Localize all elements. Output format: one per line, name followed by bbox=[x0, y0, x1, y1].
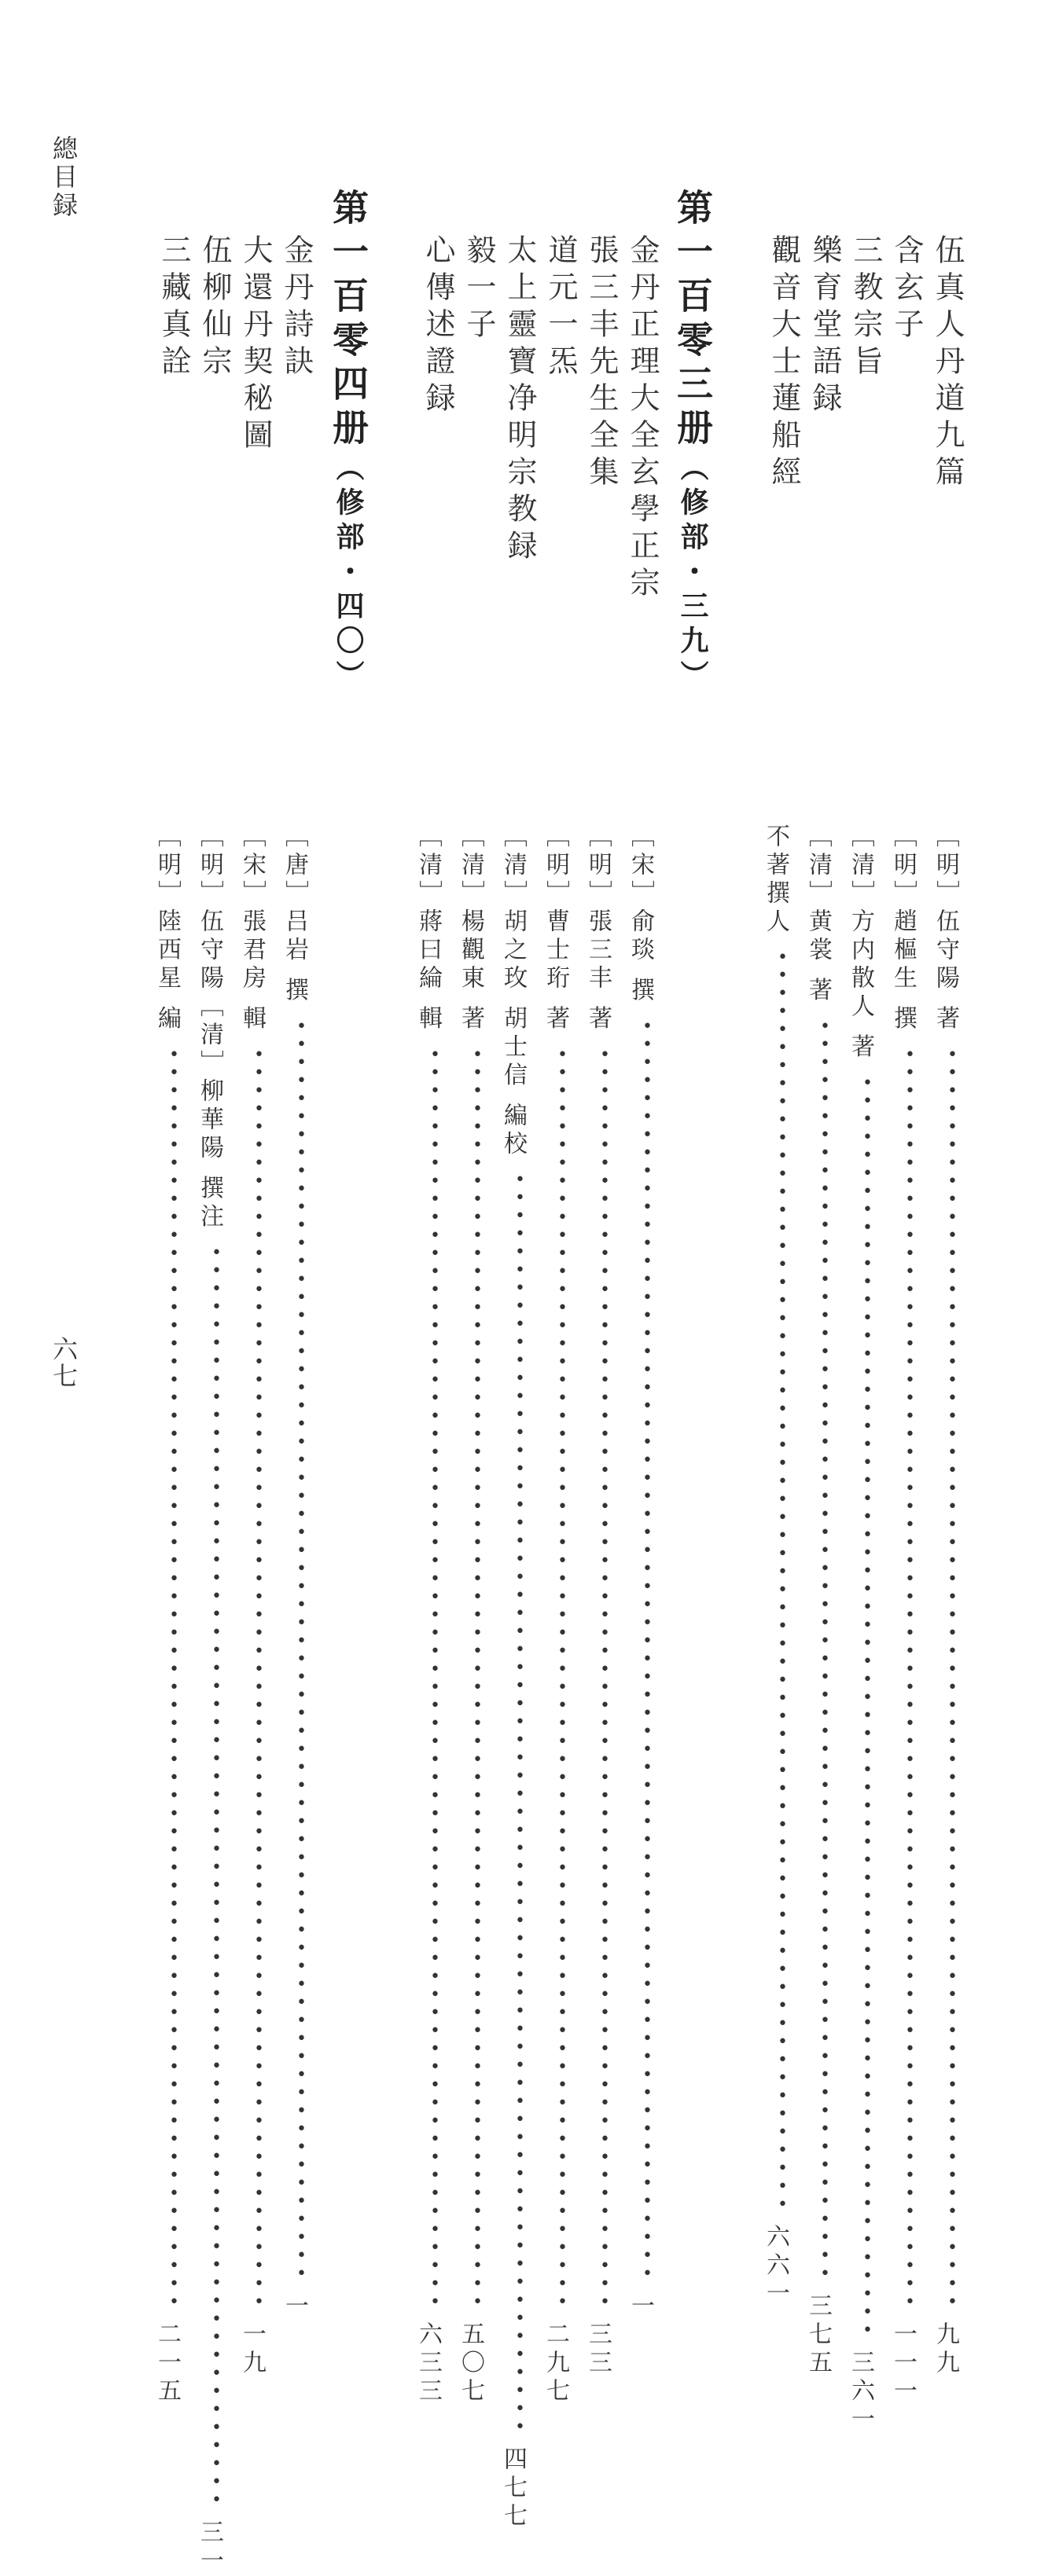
entry-page: 三三 bbox=[584, 2321, 612, 2378]
entry-page: 一 bbox=[627, 2292, 654, 2321]
leader-dots: •••••••••••••••••••••••••••••••••••••••••••••••••••••••••••••••••••••• bbox=[815, 1016, 835, 2282]
entry-author-line bbox=[234, 824, 269, 2378]
entry-author-line bbox=[192, 824, 226, 2576]
entry-author: ［清］胡之玫 胡士信 編校 bbox=[499, 824, 527, 1160]
entry-title: 張三丰先生全集 bbox=[584, 234, 619, 493]
entry-page: 一九 bbox=[238, 2321, 266, 2378]
entry-page: 五〇七 bbox=[457, 2321, 484, 2406]
leader-dots: •••••••••••••••••••••••••••••••••••••••••••••••••••••••••••••••••••••• bbox=[468, 1044, 487, 2310]
entry-author-line bbox=[410, 824, 445, 2406]
entry-author-line bbox=[495, 824, 530, 2532]
entry-author: 不著撰人 bbox=[762, 824, 789, 937]
entry-author: ［宋］張君房 輯 bbox=[238, 824, 266, 1034]
entry-author: ［清］黄裳 著 bbox=[804, 824, 832, 1006]
entry-page: 四七七 bbox=[499, 2446, 527, 2532]
entry-page: 一 bbox=[281, 2292, 308, 2321]
volume-heading-title: 第一百零四册 bbox=[327, 189, 370, 453]
leader-dots: •••••••••••••••••••••••••••••••••••••••••••••••••••••••••••••••••••••• bbox=[638, 1016, 657, 2282]
entry-page: 二九七 bbox=[542, 2321, 569, 2406]
entry-title: 金丹正理大全玄學正宗 bbox=[625, 234, 660, 604]
entry-title: 心傳述證録 bbox=[421, 234, 455, 419]
entry-author: ［明］伍守陽［清］柳華陽 撰注 bbox=[196, 824, 223, 1232]
entry-author-line bbox=[453, 824, 487, 2406]
entry-author-line bbox=[538, 824, 572, 2406]
entry-author: ［唐］吕岩 撰 bbox=[281, 824, 308, 1006]
entry-author-line bbox=[623, 824, 657, 2321]
entry-title: 伍真人丹道九篇 bbox=[930, 234, 965, 493]
entry-page: 三一 bbox=[196, 2519, 223, 2576]
entry-author-line bbox=[843, 824, 877, 2435]
leader-dots: •••••••••••••••••••••••••••••••••••••••••••••••••••••••••••••••••••••• bbox=[858, 1073, 877, 2339]
entry-title: 觀音大士蓮船經 bbox=[767, 234, 801, 493]
running-head: 總目録 bbox=[49, 135, 79, 220]
entry-page: 三七五 bbox=[804, 2292, 832, 2378]
entry-title: 大還丹契秘圖 bbox=[238, 234, 273, 456]
leader-dots: •••••••••••••••••••••••••••••••••••••••••••••••••••••••••••••••••••••• bbox=[943, 1044, 962, 2310]
entry-author: ［明］陸西星 編 bbox=[153, 824, 181, 1034]
entry-author-line bbox=[928, 824, 962, 2378]
entry-page: 三六一 bbox=[847, 2349, 874, 2435]
entry-page: 六六一 bbox=[762, 2224, 789, 2309]
entry-page: 六三三 bbox=[414, 2321, 442, 2406]
entry-author-line bbox=[885, 824, 920, 2406]
entry-title: 伍柳仙宗 bbox=[197, 234, 232, 382]
volume-heading-sub: （修部・三九） bbox=[676, 453, 709, 695]
leader-dots: •••••••••••••••••••••••••••••••••••••••••••••••••••••••••••••••••••••• bbox=[773, 948, 792, 2213]
entry-title: 太上靈寶净明宗教録 bbox=[502, 234, 537, 567]
leader-dots: •••••••••••••••••••••••••••••••••••••••••••••••••••••••••••••••••••••• bbox=[164, 1044, 184, 2310]
entry-author-line bbox=[758, 824, 792, 2309]
leader-dots: •••••••••••••••••••••••••••••••••••••••••••••••••••••••••••••••••••••• bbox=[595, 1044, 615, 2310]
entry-author-line bbox=[149, 824, 184, 2406]
entry-title: 毅一子 bbox=[461, 234, 496, 345]
entry-author: ［宋］俞琰 撰 bbox=[627, 824, 654, 1006]
entry-title: 金丹詩訣 bbox=[279, 234, 314, 382]
leader-dots: •••••••••••••••••••••••••••••••••••••••••••••••••••••••••••••••••••••• bbox=[510, 1170, 530, 2436]
entry-title: 含玄子 bbox=[889, 234, 924, 345]
leader-dots: •••••••••••••••••••••••••••••••••••••••••••••••••••••••••••••••••••••• bbox=[207, 1242, 226, 2508]
entry-author: ［明］曹士珩 著 bbox=[542, 824, 569, 1034]
volume-heading-title: 第一百零三册 bbox=[671, 189, 714, 453]
leader-dots: •••••••••••••••••••••••••••••••••••••••••••••••••••••••••••••••••••••• bbox=[900, 1044, 920, 2310]
entry-title: 樂育堂語録 bbox=[807, 234, 842, 419]
leader-dots: •••••••••••••••••••••••••••••••••••••••••••••••••••••••••••••••••••••• bbox=[292, 1016, 311, 2282]
leader-dots: •••••••••••••••••••••••••••••••••••••••••••••••••••••••••••••••••••••• bbox=[553, 1044, 572, 2310]
leader-dots: •••••••••••••••••••••••••••••••••••••••••••••••••••••••••••••••••••••• bbox=[425, 1044, 445, 2310]
entry-author-line bbox=[277, 824, 311, 2321]
entry-title: 三教宗旨 bbox=[848, 234, 883, 382]
entry-author: ［清］方内散人 著 bbox=[847, 824, 874, 1062]
entry-author: ［清］蔣曰綸 輯 bbox=[414, 824, 442, 1034]
entry-page: 九九 bbox=[932, 2321, 959, 2378]
entry-author-line bbox=[800, 824, 835, 2378]
entry-page: 一一一 bbox=[889, 2321, 917, 2406]
entry-author: ［明］張三丰 著 bbox=[584, 824, 612, 1034]
volume-heading bbox=[667, 189, 719, 695]
entry-title: 道元一炁 bbox=[543, 234, 578, 382]
entry-page: 二一五 bbox=[153, 2321, 181, 2406]
entry-author-line bbox=[580, 824, 615, 2378]
entry-title: 三藏真詮 bbox=[156, 234, 191, 382]
entry-author: ［清］楊觀東 著 bbox=[457, 824, 484, 1034]
volume-heading bbox=[322, 189, 374, 695]
page-number: 六七 bbox=[49, 1336, 79, 1389]
entry-author: ［明］伍守陽 著 bbox=[932, 824, 959, 1034]
entry-author: ［明］趙樞生 撰 bbox=[889, 824, 917, 1034]
leader-dots: •••••••••••••••••••••••••••••••••••••••••••••••••••••••••••••••••••••• bbox=[249, 1044, 269, 2310]
volume-heading-sub: （修部・四〇） bbox=[332, 453, 365, 695]
